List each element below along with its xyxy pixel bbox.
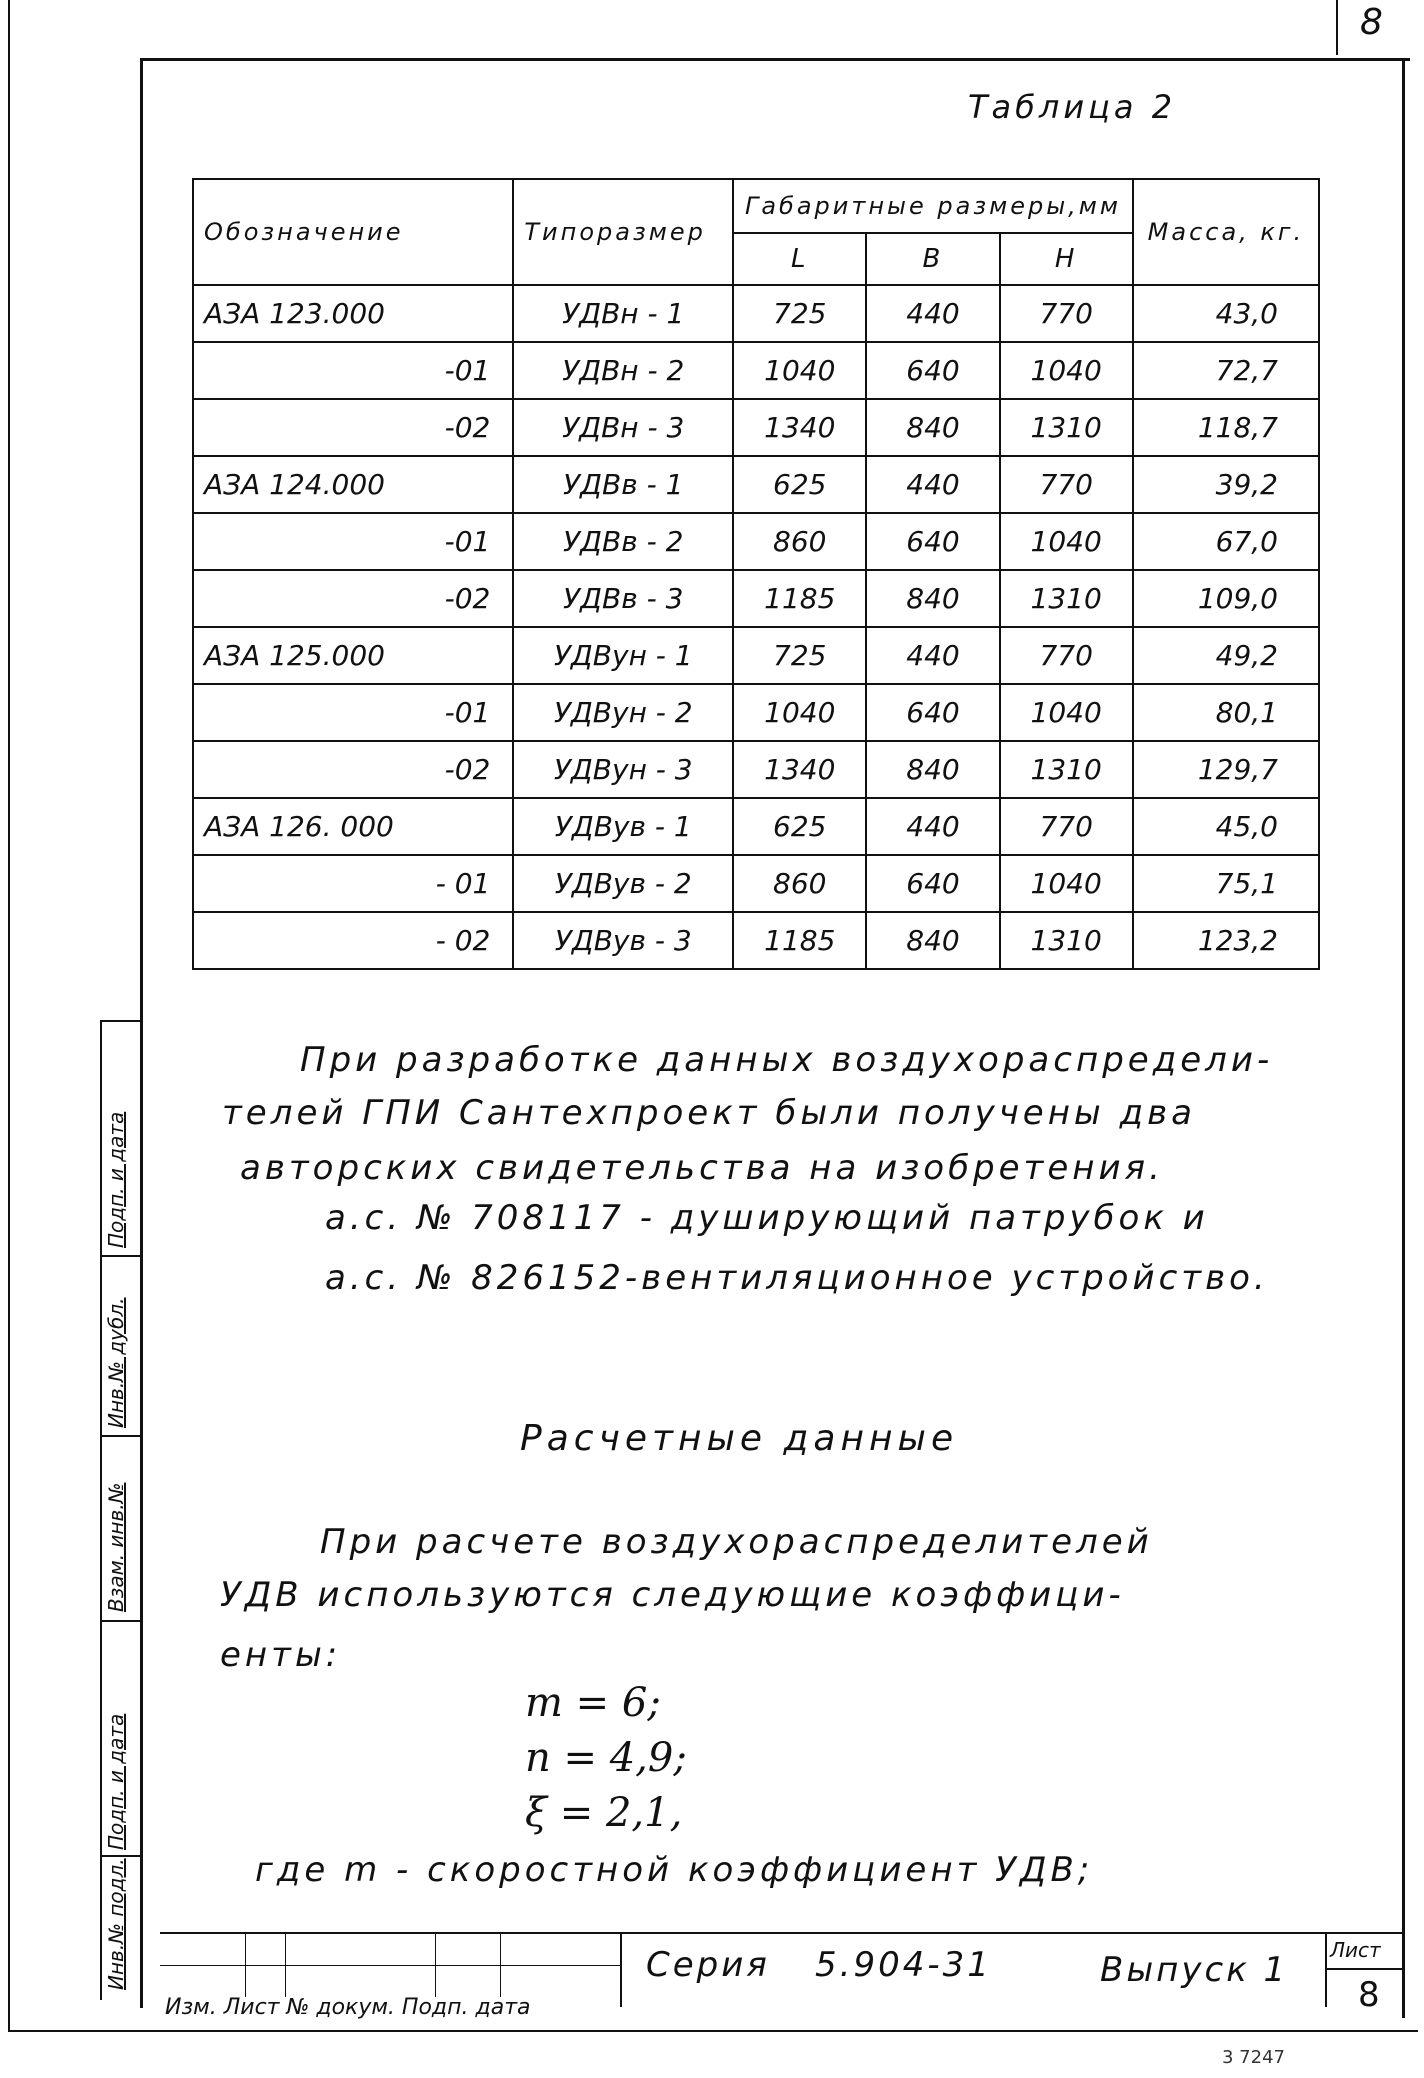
corner-page-number: 8 (1360, 2, 1383, 43)
cell-type: УДВув - 2 (513, 855, 733, 912)
cell-B: 640 (866, 342, 999, 399)
cell-H: 770 (1000, 798, 1133, 855)
cell-type: УДВв - 1 (513, 456, 733, 513)
cell-L: 860 (733, 855, 866, 912)
cell-type: УДВув - 3 (513, 912, 733, 969)
cell-H: 770 (1000, 285, 1133, 342)
table-row (193, 684, 1319, 741)
cell-L: 1185 (733, 570, 866, 627)
stamp-column-left-border (100, 1020, 102, 2000)
cell-mass: 109,0 (1133, 570, 1319, 627)
cell-mass: 39,2 (1133, 456, 1319, 513)
table-row (193, 627, 1319, 684)
frame-top-line (140, 58, 1410, 61)
outer-bottom-line (8, 2030, 1418, 2032)
cell-mass: 118,7 (1133, 399, 1319, 456)
cell-H: 1040 (1000, 684, 1133, 741)
cell-mass: 43,0 (1133, 285, 1319, 342)
formula-m: m = 6; (525, 1680, 661, 1726)
cell-designation: -01 (193, 513, 513, 570)
header-dimensions: Габаритные размеры,мм (733, 179, 1133, 233)
header-designation: Обозначение (193, 179, 513, 285)
cell-designation: АЗА 125.000 (193, 627, 513, 684)
cell-type: УДВн - 3 (513, 399, 733, 456)
series-number: 5.904-31 (815, 1945, 992, 1985)
para1-line1: При разработке данных воздухораспредели- (300, 1040, 1274, 1080)
title-block-cell (245, 1932, 246, 1997)
header-dim-B: B (866, 233, 999, 285)
cell-type: УДВув - 1 (513, 798, 733, 855)
cell-designation: АЗА 126. 000 (193, 798, 513, 855)
cell-designation: - 01 (193, 855, 513, 912)
formula-n: n = 4,9; (525, 1735, 687, 1781)
stamp-label-vzam-inv: Взам. инв.№ (104, 1482, 128, 1612)
title-block-row-line (160, 1965, 620, 1966)
stamp-divider (100, 1620, 142, 1622)
cell-B: 840 (866, 399, 999, 456)
cell-designation: АЗА 124.000 (193, 456, 513, 513)
cell-designation: АЗА 123.000 (193, 285, 513, 342)
cell-H: 770 (1000, 456, 1133, 513)
cell-mass: 49,2 (1133, 627, 1319, 684)
cell-L: 725 (733, 627, 866, 684)
cell-type: УДВв - 3 (513, 570, 733, 627)
cell-H: 1310 (1000, 741, 1133, 798)
title-block-cell (285, 1932, 286, 1997)
sheet-number: 8 (1358, 1975, 1380, 2015)
cell-B: 640 (866, 513, 999, 570)
cell-H: 1040 (1000, 855, 1133, 912)
header-type-size: Типоразмер (513, 179, 733, 285)
cell-designation: -02 (193, 399, 513, 456)
table-row (193, 855, 1319, 912)
cell-L: 860 (733, 513, 866, 570)
stamp-label-inv-podl: Инв.№ подл. (104, 1858, 128, 1990)
para2-line3: енты: (220, 1635, 342, 1675)
cell-L: 1040 (733, 684, 866, 741)
table-row (193, 399, 1319, 456)
spec-table (192, 178, 1320, 970)
table-row (193, 741, 1319, 798)
table-row (193, 798, 1319, 855)
cell-B: 440 (866, 627, 999, 684)
cell-designation: -02 (193, 570, 513, 627)
cell-mass: 80,1 (1133, 684, 1319, 741)
para1-line3: авторских свидетельства на изобретения. (240, 1148, 1164, 1188)
cell-designation: -01 (193, 342, 513, 399)
cell-H: 1310 (1000, 912, 1133, 969)
cell-L: 1040 (733, 342, 866, 399)
stamp-column-right-border (140, 1020, 142, 2000)
cell-mass: 129,7 (1133, 741, 1319, 798)
cell-type: УДВн - 2 (513, 342, 733, 399)
stamp-divider (100, 1255, 142, 1257)
cell-B: 640 (866, 684, 999, 741)
para1-line2: телей ГПИ Сантехпроект были получены два (222, 1093, 1196, 1133)
cell-H: 1040 (1000, 513, 1133, 570)
para2-line2: УДВ используются следующие коэффици- (220, 1575, 1125, 1615)
cell-B: 440 (866, 285, 999, 342)
title-block-headers: Изм. Лист № докум. Подп. дата (165, 1995, 531, 2020)
stamp-label-podp-data-2: Подп. и дата (104, 1111, 128, 1248)
header-mass: Масса, кг. (1133, 179, 1319, 285)
cell-B: 840 (866, 741, 999, 798)
cell-designation: -02 (193, 741, 513, 798)
stamp-divider (100, 1855, 142, 1857)
cell-mass: 45,0 (1133, 798, 1319, 855)
title-block-divider (620, 1932, 622, 2007)
cell-B: 840 (866, 912, 999, 969)
cell-type: УДВн - 1 (513, 285, 733, 342)
para1-line4: а.с. № 708117 - душирующий патрубок и (325, 1198, 1209, 1238)
table-row (193, 456, 1319, 513)
sheet-label: Лист (1330, 1938, 1381, 1962)
table-row (193, 285, 1319, 342)
table-row (193, 912, 1319, 969)
cell-designation: - 02 (193, 912, 513, 969)
section-heading: Расчетные данные (520, 1418, 959, 1459)
cell-L: 625 (733, 798, 866, 855)
formula-xi: ξ = 2,1, (525, 1790, 683, 1836)
stamp-label-inv-dubl: Инв.№ дубл. (104, 1297, 128, 1428)
cell-L: 625 (733, 456, 866, 513)
cell-L: 1340 (733, 399, 866, 456)
cell-B: 840 (866, 570, 999, 627)
cell-L: 1185 (733, 912, 866, 969)
header-dim-L: L (733, 233, 866, 285)
cell-mass: 72,7 (1133, 342, 1319, 399)
cell-H: 1040 (1000, 342, 1133, 399)
issue-label: Выпуск 1 (1100, 1950, 1289, 1990)
title-block-divider (1325, 1968, 1405, 1970)
cell-mass: 75,1 (1133, 855, 1319, 912)
cell-H: 770 (1000, 627, 1133, 684)
header-dim-H: H (1000, 233, 1133, 285)
corner-box-line (1336, 0, 1338, 55)
cell-designation: -01 (193, 684, 513, 741)
cell-B: 440 (866, 456, 999, 513)
para1-line5: а.с. № 826152-вентиляционное устройство. (325, 1258, 1269, 1298)
series-label: Серия (646, 1945, 770, 1985)
cell-L: 725 (733, 285, 866, 342)
table-row (193, 513, 1319, 570)
cell-mass: 123,2 (1133, 912, 1319, 969)
stamp-divider (100, 1435, 142, 1437)
cell-type: УДВун - 2 (513, 684, 733, 741)
cell-type: УДВун - 3 (513, 741, 733, 798)
footer-code: 3 7247 (1222, 2047, 1285, 2068)
cell-B: 440 (866, 798, 999, 855)
title-block-cell (435, 1932, 436, 1997)
frame-right-line (1402, 58, 1405, 2018)
table-row (193, 342, 1319, 399)
stamp-label-podp-data-1: Подп. и дата (104, 1713, 128, 1850)
cell-H: 1310 (1000, 570, 1133, 627)
para2-line4: где m - скоростной коэффициент УДВ; (255, 1850, 1094, 1890)
cell-mass: 67,0 (1133, 513, 1319, 570)
outer-left-line (8, 0, 10, 2030)
cell-H: 1310 (1000, 399, 1133, 456)
title-block-cell (500, 1932, 501, 1997)
stamp-divider (100, 1020, 142, 1022)
para2-line1: При расчете воздухораспределителей (320, 1522, 1153, 1562)
cell-L: 1340 (733, 741, 866, 798)
cell-B: 640 (866, 855, 999, 912)
cell-type: УДВун - 1 (513, 627, 733, 684)
table-caption: Таблица 2 (968, 88, 1177, 126)
title-block-top-line (160, 1932, 1405, 1934)
cell-type: УДВв - 2 (513, 513, 733, 570)
table-row (193, 570, 1319, 627)
